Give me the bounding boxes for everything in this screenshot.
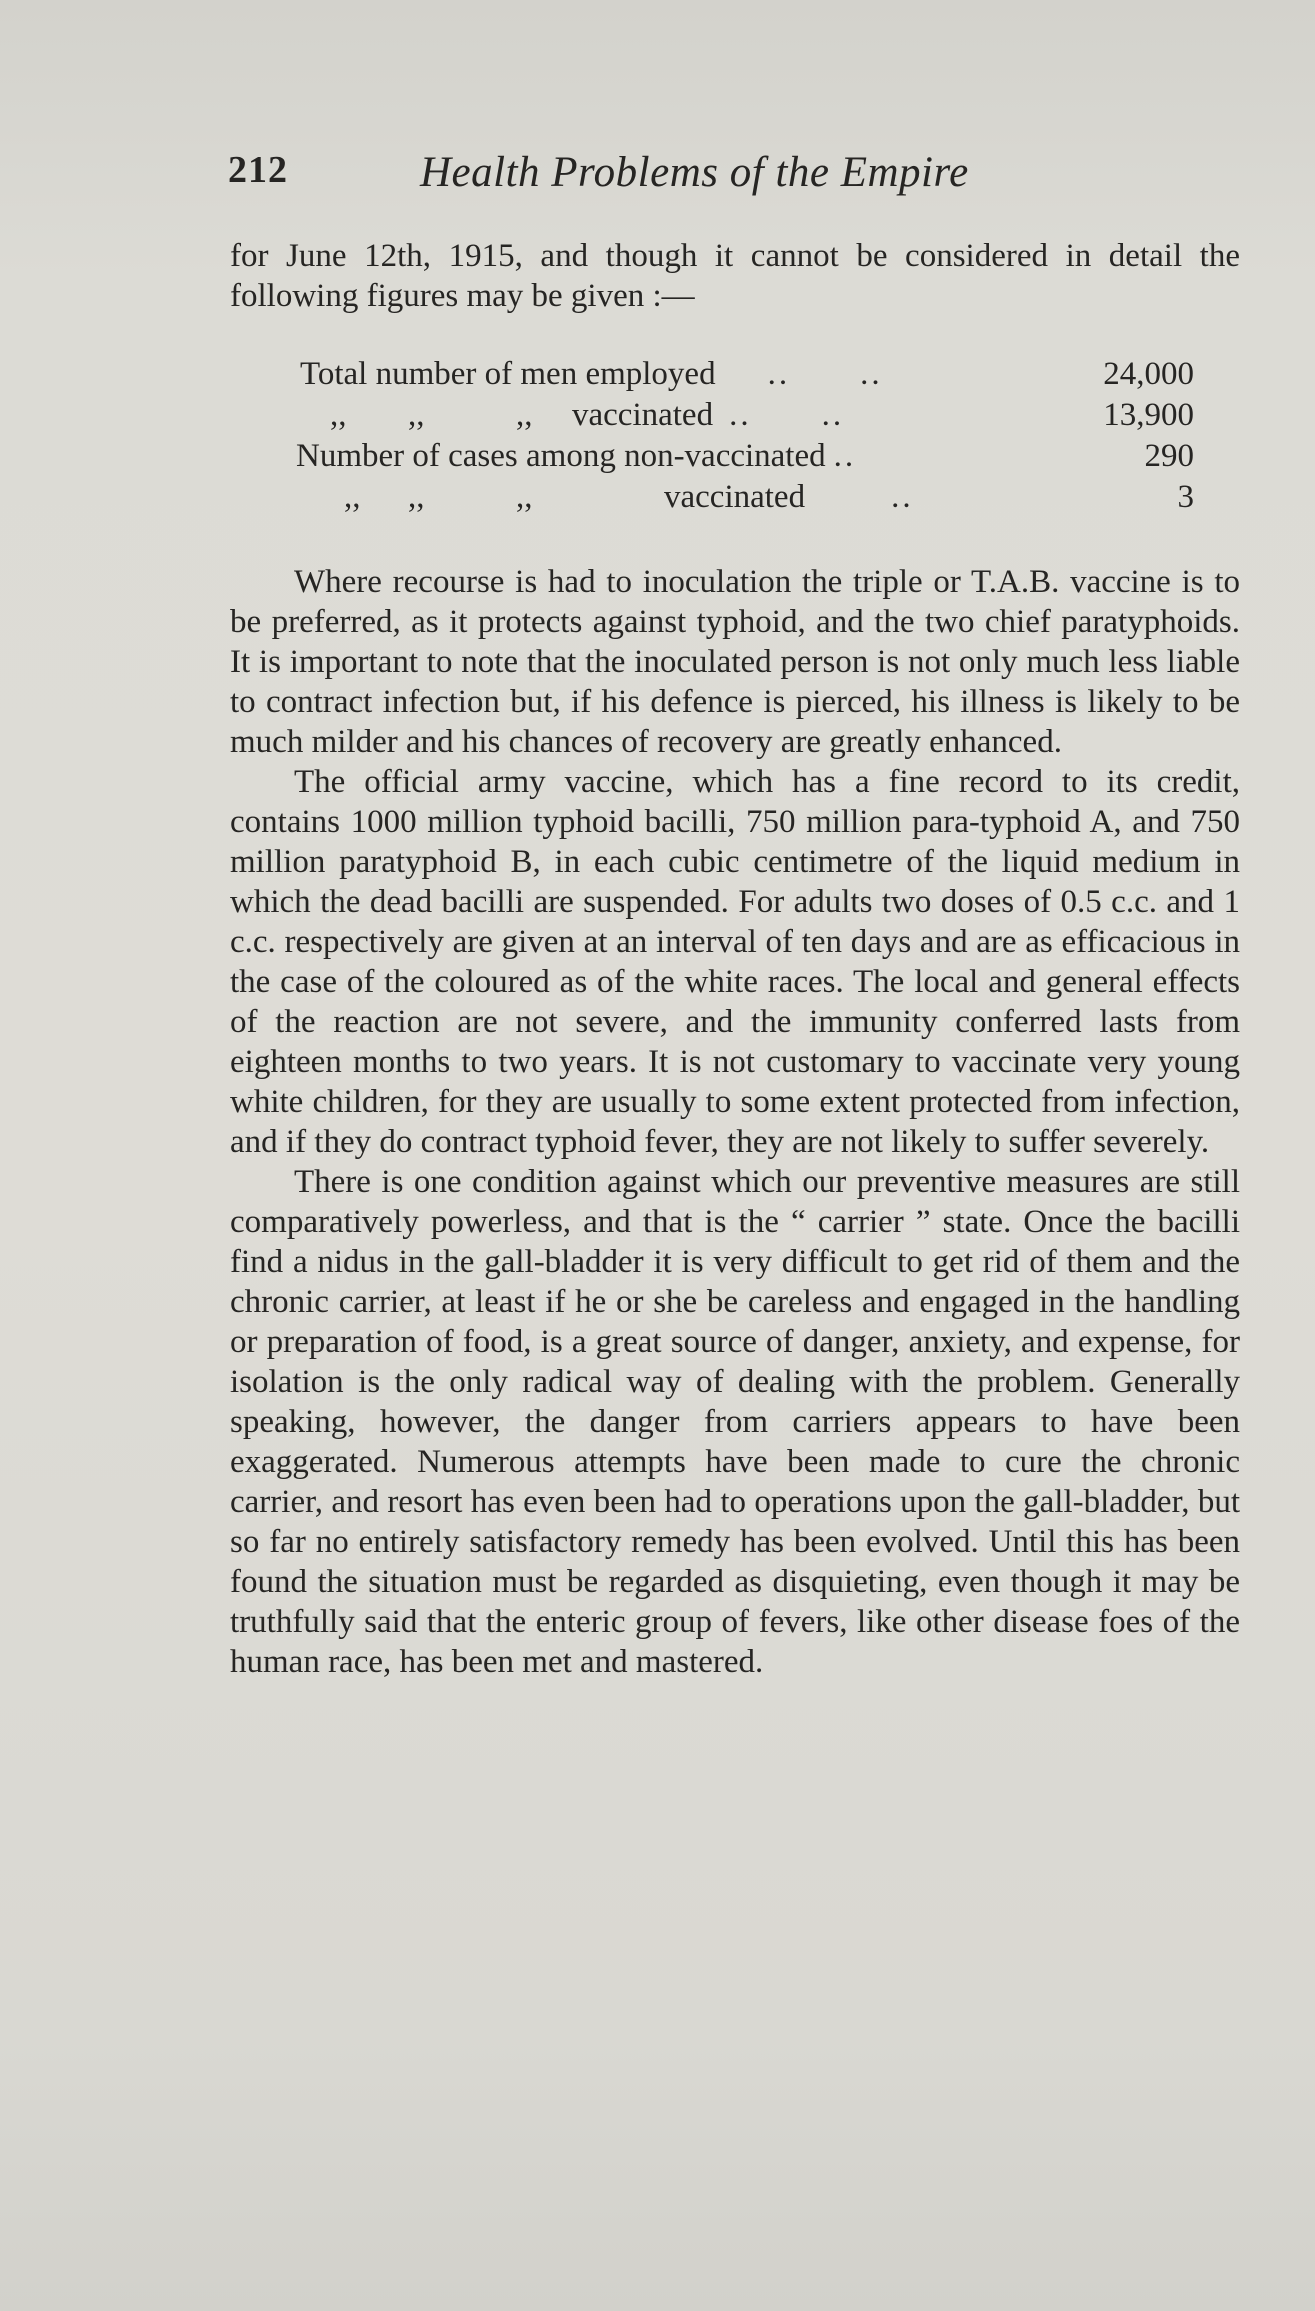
row-label-text: vaccinated [572,397,714,433]
table-row [300,356,1194,397]
ditto-mark: ,, [344,479,361,515]
paragraph-inoculation: Where recourse is had to inoculation the triple or T.A.B. vaccine is to be preferred, as it protects against typhoid, and the two chief paratyphoids. It is important to note that the inoculated person is not only much less liable to contract infection but, if his defence is pierced, his illness is likely to be much milder and his chances of recovery are greatly enhanced. [230,564,1240,760]
leader-dots: .. [833,438,857,474]
ditto-mark: ,, [408,479,425,515]
ditto-mark: ,, [516,479,533,515]
row-label-text: vaccinated [664,479,806,515]
row-label-text: Total number of men employed [300,356,716,392]
table-row [300,438,1194,479]
paragraph-carrier-state: There is one condition against which our preventive measures are still comparatively powerless, and that is the “ carrier ” state. Once the bacilli find a nidus in the gall-bladder it is very difficult to get rid of them and the chronic carrier, at least if he or she be careless and engaged in the handling or preparation of food, is a great source of danger, anxiety, and expense, for isolation is the only radical way of dealing with the problem. Generally speaking, however, the danger from carriers appears to have been exaggerated. Numerous attempts have been made to cure the chronic carrier, and resort has even been had to operations upon the gall-bladder, but so far no entirely satisfactory remedy has been evolved. Until this has been found the situation must be regarded as disquieting, even though it may be truthfully said that the enteric group of fevers, like other disease foes of the human race, has been met and mastered. [230,1164,1240,1680]
ditto-mark: ,, [408,397,425,433]
leader-dots: .. [729,397,752,433]
ditto-mark: ,, [330,397,347,433]
intro-paragraph: for June 12th, 1915, and though it cannot be considered in detail the following figures may be given :— [230,238,1240,314]
paragraph-army-vaccine: The official army vaccine, which has a fine record to its credit, contains 1000 million typhoid bacilli, 750 million para-typhoid A, and 750 million paratyphoid B, in each cubic centimetre of the liquid medium in which the dead bacilli are suspended. For adults two doses of 0.5 c.c. and 1 c.c. respectively are given at an interval of ten days and are as efficacious in the case of the coloured as of the white races. The local and general effects of the reaction are not severe, and the immunity conferred lasts from eighteen months to two years. It is not customary to vaccinate very young white children, for they are usually to some extent protected from infection, and if they do contract typhoid fever, they are not likely to suffer severely. [230,764,1240,1160]
page-number: 212 [228,149,288,191]
leader-dots: .. [767,356,791,392]
vaccination-figures-table [296,356,1194,520]
page-header [228,148,1228,208]
leader-dots: .. [821,397,845,433]
running-title: Health Problems of the Empire [420,149,969,196]
ditto-mark: ,, [516,397,533,433]
leader-dots: .. [860,356,883,392]
row-value: 24,000 [1103,356,1194,392]
body-text [230,236,1240,1682]
row-label [300,479,1032,520]
row-label [300,356,1032,397]
table-row [300,479,1194,520]
table-row [300,397,1194,438]
row-value: 290 [1144,438,1194,474]
row-label-text: Number of cases among non-vaccinated [296,438,826,474]
row-value: 3 [1177,479,1194,515]
row-label [300,397,1032,438]
leader-dots: .. [891,479,914,515]
row-label [296,438,1028,479]
row-value: 13,900 [1103,397,1194,433]
